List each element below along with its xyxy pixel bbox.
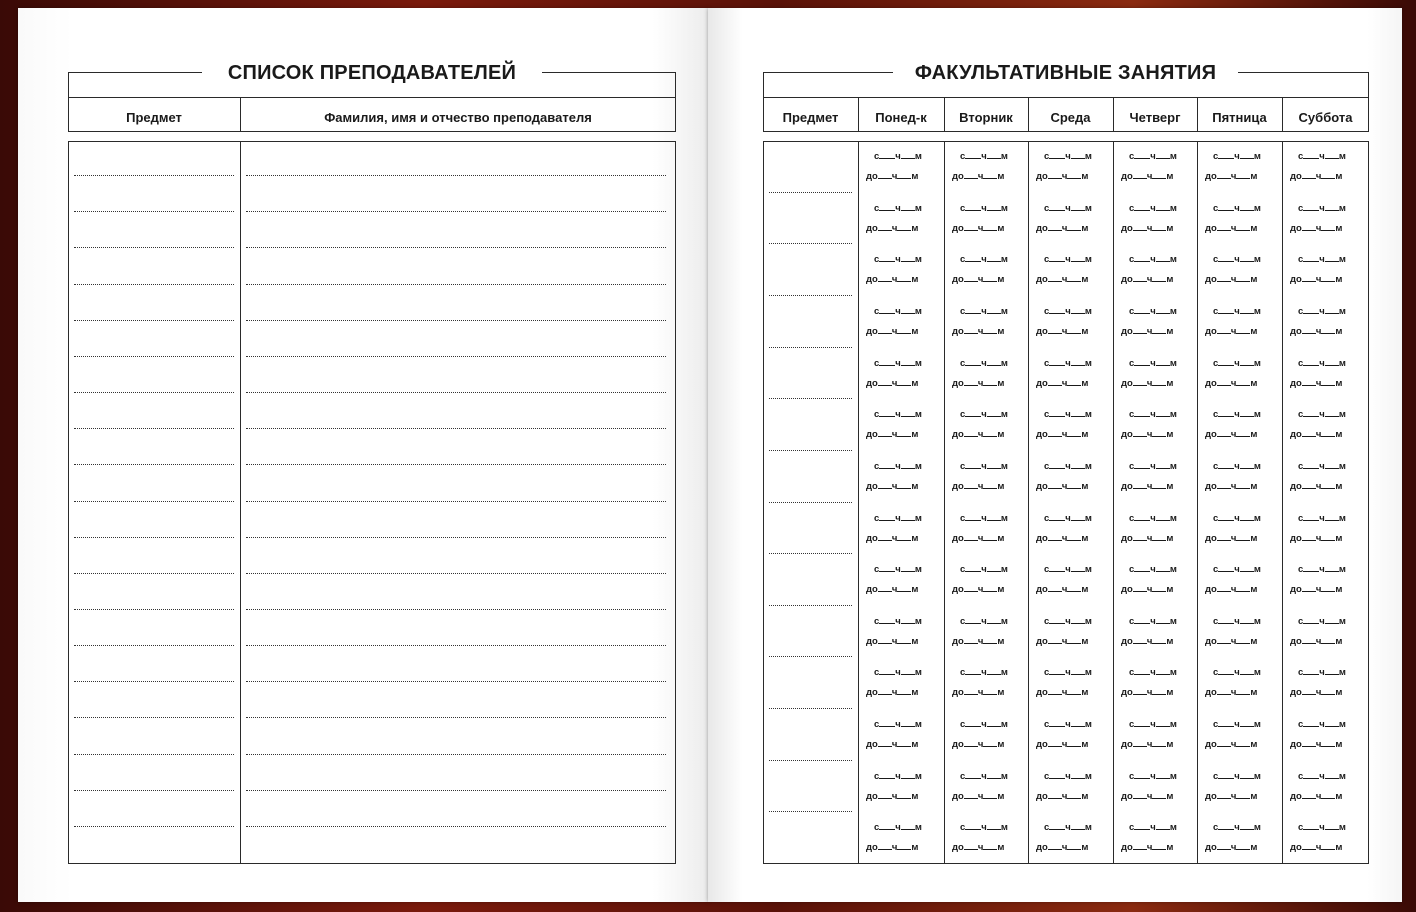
time-to-field[interactable]: до ч м <box>1290 377 1343 389</box>
time-from-field[interactable]: с ч м <box>1298 770 1346 782</box>
time-from-field[interactable]: с ч м <box>1044 512 1092 524</box>
time-to-field[interactable]: до ч м <box>1121 274 1174 286</box>
time-to-field[interactable]: до ч м <box>866 842 919 854</box>
writing-line[interactable] <box>74 573 234 574</box>
writing-line[interactable] <box>74 645 234 646</box>
writing-line[interactable] <box>246 247 666 248</box>
subject-writing-line[interactable] <box>769 553 852 554</box>
time-from-field[interactable]: с ч м <box>960 254 1008 266</box>
time-from-field[interactable]: с ч м <box>874 305 922 317</box>
left-page <box>18 8 708 902</box>
time-from-field[interactable]: с ч м <box>960 667 1008 679</box>
writing-line[interactable] <box>246 537 666 538</box>
time-to-field[interactable]: до ч м <box>1290 635 1343 647</box>
time-from-field[interactable]: с ч м <box>960 512 1008 524</box>
time-to-field[interactable]: до ч м <box>1205 377 1258 389</box>
time-to-field[interactable]: до ч м <box>1121 584 1174 596</box>
time-from-field[interactable]: с ч м <box>874 512 922 524</box>
header-day: Среда <box>1050 110 1091 125</box>
writing-line[interactable] <box>246 609 666 610</box>
time-to-field[interactable]: до ч м <box>952 532 1005 544</box>
time-to-field[interactable]: до ч м <box>1121 739 1174 751</box>
writing-line[interactable] <box>74 284 234 285</box>
time-from-field[interactable]: с ч м <box>874 667 922 679</box>
time-to-field[interactable]: до ч м <box>1205 429 1258 441</box>
time-to-field[interactable]: до ч м <box>1205 274 1258 286</box>
time-to-field[interactable]: до ч м <box>866 584 919 596</box>
time-to-field[interactable]: до ч м <box>866 325 919 337</box>
time-from-field[interactable]: с ч м <box>874 564 922 576</box>
writing-line[interactable] <box>74 211 234 212</box>
subject-writing-line[interactable] <box>769 811 852 812</box>
time-from-field[interactable]: с ч м <box>960 719 1008 731</box>
page-title: СПИСОК ПРЕПОДАВАТЕЛЕЙ <box>227 62 517 84</box>
time-to-field[interactable]: до ч м <box>952 274 1005 286</box>
schedule-table <box>763 141 1369 864</box>
time-to-field[interactable]: до ч м <box>1036 842 1089 854</box>
time-to-field[interactable]: до ч м <box>1290 687 1343 699</box>
time-to-field[interactable]: до ч м <box>952 790 1005 802</box>
writing-line[interactable] <box>74 247 234 248</box>
time-from-field[interactable]: с ч м <box>960 357 1008 369</box>
time-to-field[interactable]: до ч м <box>866 377 919 389</box>
time-from-field[interactable]: с ч м <box>960 305 1008 317</box>
time-to-field[interactable]: до ч м <box>866 171 919 182</box>
time-to-field[interactable]: до ч м <box>1036 274 1089 286</box>
time-from-field[interactable]: с ч м <box>1044 460 1092 472</box>
time-from-field[interactable]: с ч м <box>960 615 1008 627</box>
time-to-field[interactable]: до ч м <box>1205 480 1258 492</box>
time-to-field[interactable]: до ч м <box>1290 222 1343 234</box>
time-to-field[interactable]: до ч м <box>866 532 919 544</box>
time-from-field[interactable]: с ч м <box>1213 254 1261 266</box>
time-to-field[interactable]: до ч м <box>1205 171 1258 182</box>
subject-writing-line[interactable] <box>769 656 852 657</box>
time-to-field[interactable]: до ч м <box>1205 584 1258 596</box>
writing-line[interactable] <box>246 573 666 574</box>
time-to-field[interactable]: до ч м <box>1036 377 1089 389</box>
subject-writing-line[interactable] <box>769 708 852 709</box>
time-from-field[interactable]: с ч м <box>1298 822 1346 834</box>
header-day: Четверг <box>1129 110 1181 125</box>
subject-writing-line[interactable] <box>769 398 852 399</box>
time-from-field[interactable]: с ч м <box>1129 822 1177 834</box>
time-from-field[interactable]: с ч м <box>874 202 922 214</box>
time-to-field[interactable]: до ч м <box>1121 325 1174 337</box>
subject-writing-line[interactable] <box>769 450 852 451</box>
time-to-field[interactable]: до ч м <box>1036 325 1089 337</box>
time-to-field[interactable]: до ч м <box>1121 429 1174 441</box>
time-to-field[interactable]: до ч м <box>1290 532 1343 544</box>
time-from-field[interactable]: с ч м <box>1129 305 1177 317</box>
time-to-field[interactable]: до ч м <box>1121 532 1174 544</box>
teachers-table <box>68 141 676 864</box>
time-from-field[interactable]: с ч м <box>874 409 922 421</box>
time-to-field[interactable]: до ч м <box>1290 429 1343 441</box>
header-subject: Предмет <box>782 110 839 125</box>
time-from-field[interactable]: с ч м <box>1129 564 1177 576</box>
time-to-field[interactable]: до ч м <box>952 842 1005 854</box>
time-to-field[interactable]: до ч м <box>952 171 1005 182</box>
writing-line[interactable] <box>74 790 234 791</box>
time-from-field[interactable]: с ч м <box>1044 151 1092 162</box>
writing-line[interactable] <box>246 754 666 755</box>
writing-line[interactable] <box>246 501 666 502</box>
time-to-field[interactable]: до ч м <box>866 739 919 751</box>
writing-line[interactable] <box>246 284 666 285</box>
time-from-field[interactable]: с ч м <box>1298 305 1346 317</box>
page-title: ФАКУЛЬТАТИВНЫЕ ЗАНЯТИЯ <box>914 62 1217 84</box>
writing-line[interactable] <box>246 790 666 791</box>
time-to-field[interactable]: до ч м <box>866 790 919 802</box>
time-to-field[interactable]: до ч м <box>952 480 1005 492</box>
writing-line[interactable] <box>74 356 234 357</box>
writing-line[interactable] <box>246 717 666 718</box>
time-to-field[interactable]: до ч м <box>952 739 1005 751</box>
time-to-field[interactable]: до ч м <box>1205 842 1258 854</box>
time-from-field[interactable]: с ч м <box>1044 254 1092 266</box>
writing-line[interactable] <box>74 320 234 321</box>
time-to-field[interactable]: до ч м <box>1036 790 1089 802</box>
subject-writing-line[interactable] <box>769 502 852 503</box>
time-to-field[interactable]: до ч м <box>1036 584 1089 596</box>
writing-line[interactable] <box>246 356 666 357</box>
time-from-field[interactable]: с ч м <box>1298 667 1346 679</box>
time-to-field[interactable]: до ч м <box>866 274 919 286</box>
time-to-field[interactable]: до ч м <box>1121 687 1174 699</box>
time-from-field[interactable]: с ч м <box>1213 305 1261 317</box>
writing-line[interactable] <box>246 464 666 465</box>
writing-line[interactable] <box>74 717 234 718</box>
time-from-field[interactable]: с ч м <box>1298 151 1346 162</box>
time-to-field[interactable]: до ч м <box>952 377 1005 389</box>
time-to-field[interactable]: до ч м <box>1290 171 1343 182</box>
time-to-field[interactable]: до ч м <box>952 584 1005 596</box>
time-to-field[interactable]: до ч м <box>1205 532 1258 544</box>
time-to-field[interactable]: до ч м <box>1205 222 1258 234</box>
time-to-field[interactable]: до ч м <box>1205 635 1258 647</box>
time-from-field[interactable]: с ч м <box>1129 667 1177 679</box>
time-from-field[interactable]: с ч м <box>874 460 922 472</box>
header-day: Суббота <box>1298 110 1353 125</box>
time-from-field[interactable]: с ч м <box>1044 357 1092 369</box>
writing-line[interactable] <box>246 175 666 176</box>
time-to-field[interactable]: до ч м <box>866 429 919 441</box>
time-to-field[interactable]: до ч м <box>952 429 1005 441</box>
time-from-field[interactable]: с ч м <box>1213 719 1261 731</box>
time-from-field[interactable]: с ч м <box>960 202 1008 214</box>
time-from-field[interactable]: с ч м <box>1129 770 1177 782</box>
time-from-field[interactable]: с ч м <box>1213 512 1261 524</box>
time-from-field[interactable]: с ч м <box>1044 822 1092 834</box>
time-to-field[interactable]: до ч м <box>1036 480 1089 492</box>
time-to-field[interactable]: до ч м <box>866 687 919 699</box>
time-from-field[interactable]: с ч м <box>1213 357 1261 369</box>
time-from-field[interactable]: с ч м <box>1129 357 1177 369</box>
time-from-field[interactable]: с ч м <box>960 409 1008 421</box>
time-from-field[interactable]: с ч м <box>960 151 1008 162</box>
writing-line[interactable] <box>246 681 666 682</box>
time-to-field[interactable]: до ч м <box>1290 274 1343 286</box>
time-from-field[interactable]: с ч м <box>1213 564 1261 576</box>
time-from-field[interactable]: с ч м <box>1044 667 1092 679</box>
time-to-field[interactable]: до ч м <box>1036 739 1089 751</box>
time-from-field[interactable]: с ч м <box>874 719 922 731</box>
writing-line[interactable] <box>246 392 666 393</box>
subject-writing-line[interactable] <box>769 192 852 193</box>
time-from-field[interactable]: с ч м <box>1213 151 1261 162</box>
time-to-field[interactable]: до ч м <box>1121 171 1174 182</box>
time-to-field[interactable]: до ч м <box>952 635 1005 647</box>
header-day: Пятница <box>1212 110 1267 125</box>
time-to-field[interactable]: до ч м <box>1036 222 1089 234</box>
header-teacher-name: Фамилия, имя и отчество преподавателя <box>324 110 592 125</box>
time-from-field[interactable]: с ч м <box>1213 667 1261 679</box>
time-to-field[interactable]: до ч м <box>1205 739 1258 751</box>
subject-writing-line[interactable] <box>769 347 852 348</box>
time-to-field[interactable]: до ч м <box>1290 584 1343 596</box>
writing-line[interactable] <box>74 175 234 176</box>
subject-writing-line[interactable] <box>769 243 852 244</box>
time-from-field[interactable]: с ч м <box>1044 719 1092 731</box>
time-to-field[interactable]: до ч м <box>952 222 1005 234</box>
time-from-field[interactable]: с ч м <box>874 254 922 266</box>
time-from-field[interactable]: с ч м <box>1298 409 1346 421</box>
time-from-field[interactable]: с ч м <box>1129 615 1177 627</box>
time-from-field[interactable]: с ч м <box>874 615 922 627</box>
time-from-field[interactable]: с ч м <box>1298 254 1346 266</box>
time-to-field[interactable]: до ч м <box>952 687 1005 699</box>
time-from-field[interactable]: с ч м <box>874 151 922 162</box>
writing-line[interactable] <box>246 428 666 429</box>
time-from-field[interactable]: с ч м <box>1298 719 1346 731</box>
time-to-field[interactable]: до ч м <box>1036 429 1089 441</box>
time-to-field[interactable]: до ч м <box>1205 790 1258 802</box>
time-from-field[interactable]: с ч м <box>1298 460 1346 472</box>
time-from-field[interactable]: с ч м <box>1298 564 1346 576</box>
time-from-field[interactable]: с ч м <box>1044 202 1092 214</box>
time-to-field[interactable]: до ч м <box>866 222 919 234</box>
time-to-field[interactable]: до ч м <box>1121 842 1174 854</box>
time-to-field[interactable]: до ч м <box>1121 635 1174 647</box>
writing-line[interactable] <box>74 826 234 827</box>
time-to-field[interactable]: до ч м <box>1036 171 1089 182</box>
time-from-field[interactable]: с ч м <box>1298 357 1346 369</box>
time-from-field[interactable]: с ч м <box>1129 460 1177 472</box>
time-from-field[interactable]: с ч м <box>1213 202 1261 214</box>
time-from-field[interactable]: с ч м <box>1129 409 1177 421</box>
time-from-field[interactable]: с ч м <box>1044 409 1092 421</box>
time-to-field[interactable]: до ч м <box>1121 377 1174 389</box>
writing-line[interactable] <box>246 645 666 646</box>
time-to-field[interactable]: до ч м <box>1121 480 1174 492</box>
writing-line[interactable] <box>74 681 234 682</box>
time-to-field[interactable]: до ч м <box>1290 790 1343 802</box>
time-to-field[interactable]: до ч м <box>1290 480 1343 492</box>
writing-line[interactable] <box>246 320 666 321</box>
subject-writing-line[interactable] <box>769 295 852 296</box>
writing-line[interactable] <box>74 428 234 429</box>
time-to-field[interactable]: до ч м <box>1205 325 1258 337</box>
time-from-field[interactable]: с ч м <box>960 822 1008 834</box>
time-from-field[interactable]: с ч м <box>1213 615 1261 627</box>
time-from-field[interactable]: с ч м <box>1129 151 1177 162</box>
time-to-field[interactable]: до ч м <box>1121 222 1174 234</box>
writing-line[interactable] <box>74 754 234 755</box>
time-from-field[interactable]: с ч м <box>874 770 922 782</box>
writing-line[interactable] <box>74 501 234 502</box>
time-from-field[interactable]: с ч м <box>1213 770 1261 782</box>
right-page <box>708 8 1402 902</box>
time-to-field[interactable]: до ч м <box>952 325 1005 337</box>
time-to-field[interactable]: до ч м <box>1290 739 1343 751</box>
time-to-field[interactable]: до ч м <box>1036 532 1089 544</box>
time-from-field[interactable]: с ч м <box>1213 460 1261 472</box>
header-day: Понед-к <box>875 110 927 125</box>
time-from-field[interactable]: с ч м <box>1044 564 1092 576</box>
writing-line[interactable] <box>74 392 234 393</box>
header-subject: Предмет <box>126 110 182 125</box>
time-to-field[interactable]: до ч м <box>1036 635 1089 647</box>
time-to-field[interactable]: до ч м <box>866 635 919 647</box>
time-from-field[interactable]: с ч м <box>1044 615 1092 627</box>
time-from-field[interactable]: с ч м <box>1129 202 1177 214</box>
writing-line[interactable] <box>246 211 666 212</box>
time-from-field[interactable]: с ч м <box>1298 512 1346 524</box>
writing-line[interactable] <box>74 537 234 538</box>
writing-line[interactable] <box>74 609 234 610</box>
subject-writing-line[interactable] <box>769 760 852 761</box>
writing-line[interactable] <box>74 464 234 465</box>
time-from-field[interactable]: с ч м <box>1213 409 1261 421</box>
subject-writing-line[interactable] <box>769 605 852 606</box>
time-from-field[interactable]: с ч м <box>1213 822 1261 834</box>
time-from-field[interactable]: с ч м <box>874 357 922 369</box>
time-from-field[interactable]: с ч м <box>1298 615 1346 627</box>
time-to-field[interactable]: до ч м <box>1290 842 1343 854</box>
time-from-field[interactable]: с ч м <box>1129 512 1177 524</box>
time-from-field[interactable]: с ч м <box>1129 254 1177 266</box>
time-to-field[interactable]: до ч м <box>1290 325 1343 337</box>
writing-line[interactable] <box>246 826 666 827</box>
time-to-field[interactable]: до ч м <box>1205 687 1258 699</box>
time-from-field[interactable]: с ч м <box>1044 770 1092 782</box>
time-from-field[interactable]: с ч м <box>960 460 1008 472</box>
time-from-field[interactable]: с ч м <box>1129 719 1177 731</box>
time-from-field[interactable]: с ч м <box>960 770 1008 782</box>
time-to-field[interactable]: до ч м <box>1121 790 1174 802</box>
time-from-field[interactable]: с ч м <box>1298 202 1346 214</box>
header-day: Вторник <box>959 110 1013 125</box>
time-to-field[interactable]: до ч м <box>1036 687 1089 699</box>
time-from-field[interactable]: с ч м <box>874 822 922 834</box>
time-from-field[interactable]: с ч м <box>1044 305 1092 317</box>
time-to-field[interactable]: до ч м <box>866 480 919 492</box>
time-from-field[interactable]: с ч м <box>960 564 1008 576</box>
